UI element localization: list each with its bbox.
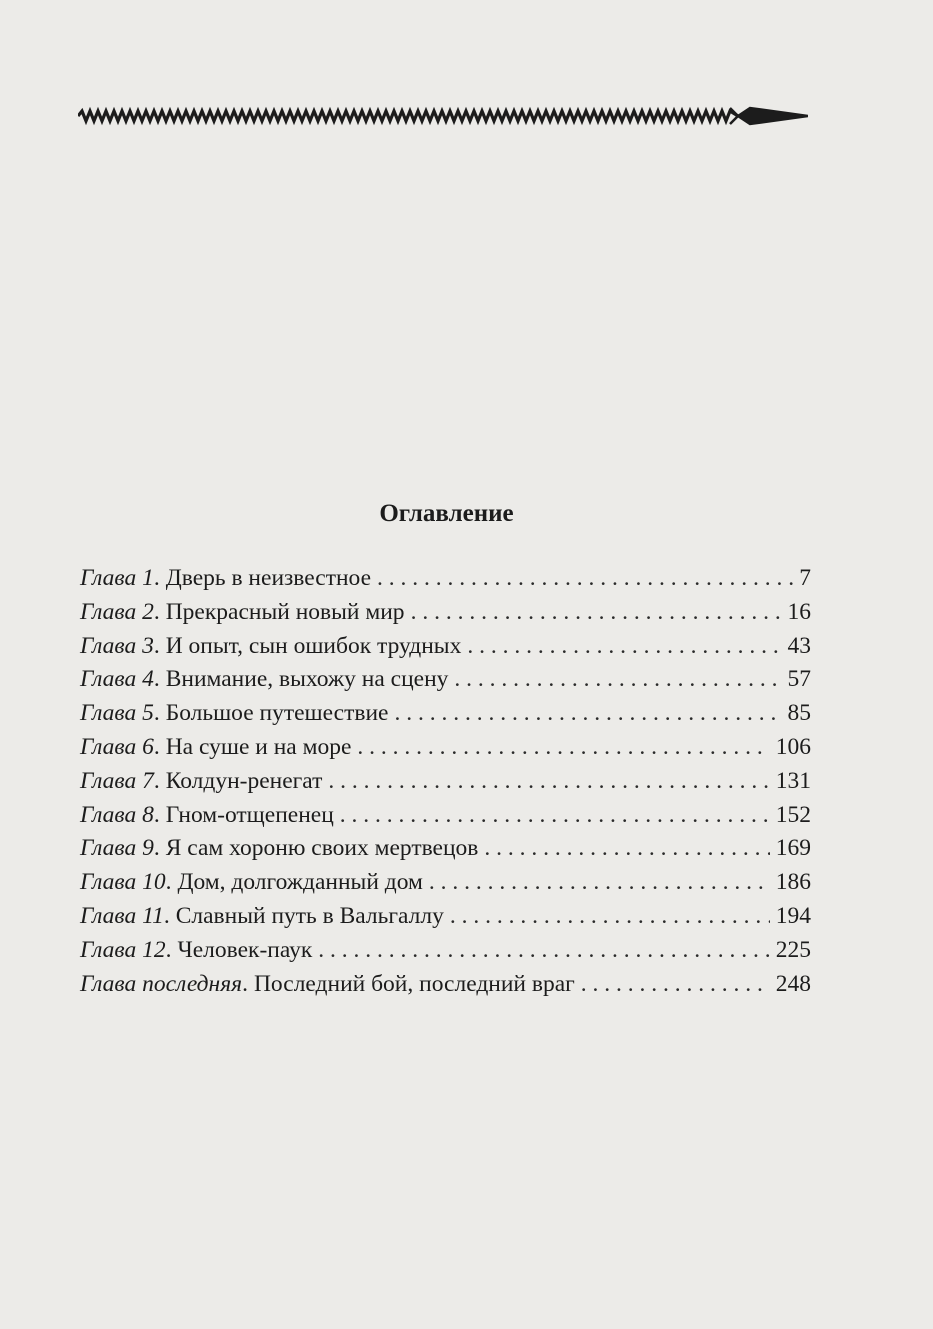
toc-entry[interactable]: Глава последняя . Последний бой, последний враг . . . 248: [80, 971, 811, 1005]
page-number: 43: [787, 632, 811, 659]
page-number: 194: [775, 902, 811, 929]
page-number: 248: [775, 970, 811, 997]
dot-leader: [454, 666, 781, 693]
dot-leader: [340, 802, 770, 829]
chapter-label: Глава 2: [80, 598, 154, 625]
toc-entry[interactable]: Глава 5 . Большое путешествие . . . 85: [80, 700, 811, 734]
page-number: 225: [775, 936, 811, 963]
chapter-title: Гном-отщепенец: [165, 801, 334, 828]
toc-entry[interactable]: Глава 8 . Гном-отщепенец . . . 152: [80, 802, 811, 836]
dot-leader: [484, 835, 769, 862]
chapter-title: Дом, долгожданный дом: [177, 869, 423, 896]
page-number: 57: [787, 666, 811, 693]
toc-entry[interactable]: Глава 3 . И опыт, сын ошибок трудных . . . 43: [80, 633, 811, 667]
arrow-ornament-icon: [78, 104, 808, 128]
toc-entry[interactable]: Глава 7 . Колдун-ренегат . . . 131: [80, 768, 811, 802]
chapter-title: Дверь в неизвестное: [165, 565, 372, 591]
chapter-label: Глава 6: [80, 733, 154, 760]
dot-leader: [318, 937, 770, 964]
chapter-title: На суше и на море: [165, 733, 352, 760]
chapter-title: Прекрасный новый мир: [165, 598, 405, 625]
page-number: 16: [787, 598, 811, 625]
page-number: 169: [775, 835, 811, 862]
toc-entry[interactable]: Глава 6 . На суше и на море . . . 106: [80, 734, 811, 768]
chapter-title: Славный путь в Вальгаллу: [175, 902, 444, 929]
chapter-label: Глава 1: [80, 565, 154, 591]
chapter-label: Глава 5: [80, 700, 154, 727]
dot-leader: [394, 700, 781, 727]
toc-entry[interactable]: Глава 4 . Внимание, выхожу на сцену . . . 57: [80, 666, 811, 700]
toc-entry[interactable]: Глава 2 . Прекрасный новый мир . . . 16: [80, 599, 811, 633]
dot-leader: [581, 971, 770, 998]
chapter-title: И опыт, сын ошибок трудных: [165, 632, 462, 659]
chapter-label: Глава 3: [80, 632, 154, 659]
chapter-label: Глава 7: [80, 767, 154, 794]
chapter-label: Глава последняя: [80, 970, 243, 997]
chapter-title: Большое путешествие: [165, 700, 389, 727]
dot-leader: [377, 565, 793, 592]
chapter-label: Глава 9: [80, 835, 154, 862]
chapter-label: Глава 11: [80, 902, 164, 929]
dot-leader: [328, 768, 769, 795]
chapter-title: Человек-паук: [177, 936, 313, 963]
toc-list: [80, 565, 811, 1004]
chapter-title: Колдун-ренегат: [165, 767, 323, 794]
dot-leader: [450, 903, 770, 930]
toc-title: Оглавление: [379, 500, 514, 527]
page-number: 131: [775, 767, 811, 794]
chapter-label: Глава 12: [80, 936, 166, 963]
chapter-label: Глава 10: [80, 869, 166, 896]
toc-entry[interactable]: Глава 10 . Дом, долгожданный дом . . . 186: [80, 869, 811, 903]
toc-entry[interactable]: Глава 1 . Дверь в неизвестное . . . 7: [80, 565, 811, 599]
chapter-title: Внимание, выхожу на сцену: [165, 666, 449, 693]
toc-entry[interactable]: Глава 11 . Славный путь в Вальгаллу . . . 194: [80, 903, 811, 937]
page-number: 106: [775, 733, 811, 760]
page-number: 152: [775, 801, 811, 828]
toc-entry[interactable]: Глава 9 . Я сам хороню своих мертвецов . . . 169: [80, 835, 811, 869]
dot-leader: [467, 633, 781, 660]
dot-leader: [429, 869, 770, 896]
chapter-title: Я сам хороню своих мертвецов: [165, 835, 479, 862]
toc-entry[interactable]: Глава 12 . Человек-паук . . . 225: [80, 937, 811, 971]
chapter-title: Последний бой, последний враг: [253, 970, 575, 997]
chapter-label: Глава 8: [80, 801, 154, 828]
page-number: 186: [775, 869, 811, 896]
page-number: 85: [787, 700, 811, 727]
dot-leader: [411, 599, 782, 626]
chapter-label: Глава 4: [80, 666, 154, 693]
dot-leader: [357, 734, 769, 761]
page-number: 7: [799, 565, 811, 591]
